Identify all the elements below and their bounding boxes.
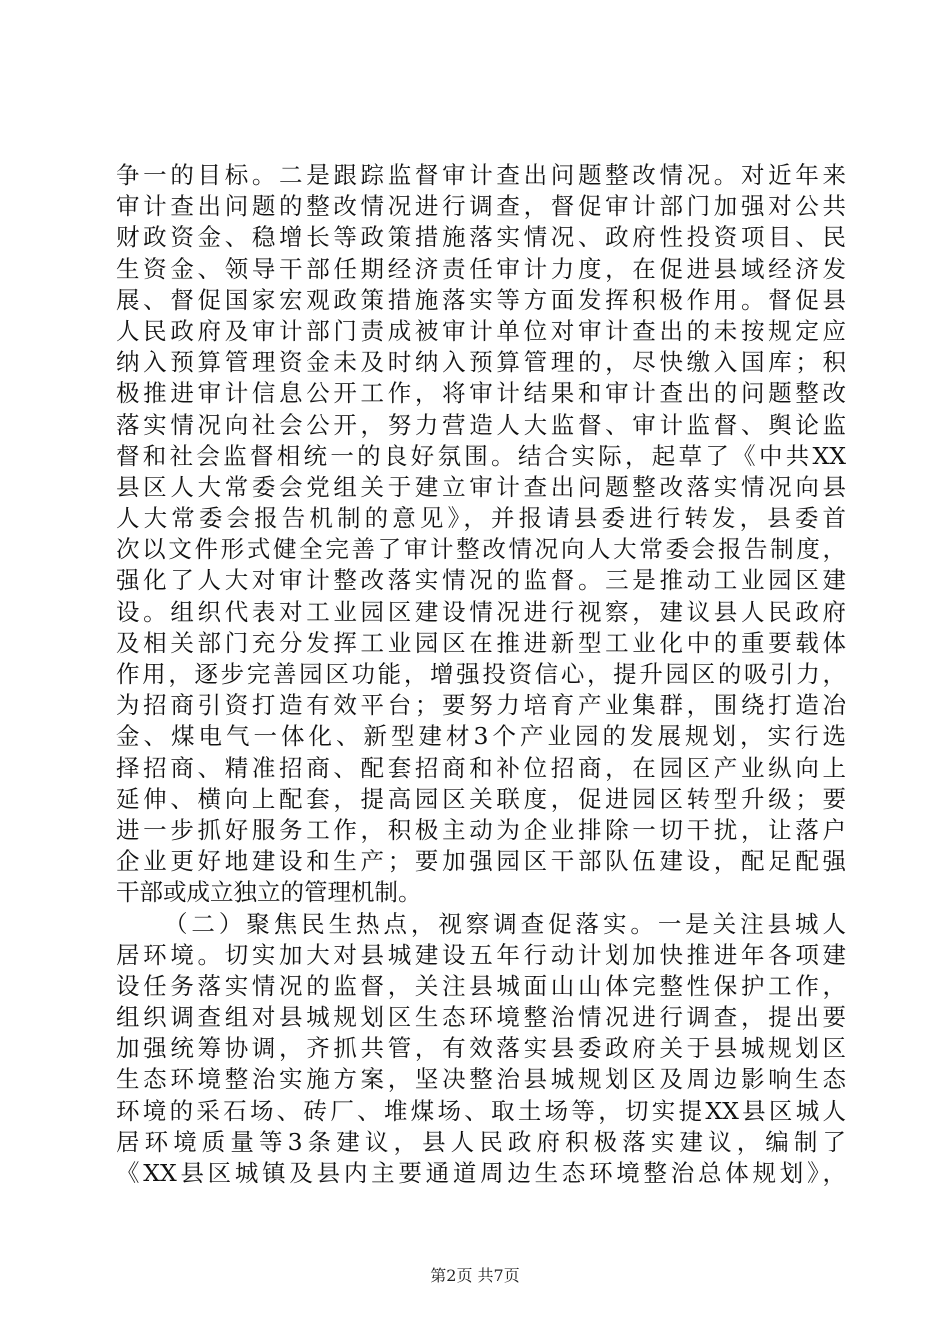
text-line: 督和社会监督相统一的良好氛围。结合实际，起草了《中共XX: [116, 441, 846, 470]
text-line: 进一步抓好服务工作，积极主动为企业排除一切干扰，让落户: [116, 815, 846, 844]
text-line: 居环境。切实加大对县城建设五年行动计划加快推进年各项建: [116, 940, 846, 969]
body-text: [116, 160, 846, 1189]
text-line: 延伸、横向上配套，提高园区关联度，促进园区转型升级；要: [116, 784, 846, 813]
page-footer: 第2页 共7页: [430, 1266, 520, 1285]
text-line: 人民政府及审计部门责成被审计单位对审计查出的未按规定应: [116, 316, 846, 345]
text-line: 干部或成立独立的管理机制。: [116, 878, 422, 907]
text-line: 及相关部门充分发挥工业园区在推进新型工业化中的重要载体: [116, 628, 846, 657]
text-line: 企业更好地建设和生产；要加强园区干部队伍建设，配足配强: [116, 847, 846, 876]
text-line: 财政资金、稳增长等政策措施落实情况、政府性投资项目、民: [116, 223, 846, 252]
text-line: 组织调查组对县城规划区生态环境整治情况进行调查，提出要: [116, 1003, 846, 1032]
text-line: 落实情况向社会公开，努力营造人大监督、审计监督、舆论监: [116, 410, 846, 439]
paragraph-1: [116, 160, 846, 909]
text-line: 人大常委会报告机制的意见》，并报请县委进行转发，县委首: [116, 504, 846, 533]
text-line: 设。组织代表对工业园区建设情况进行视察，建议县人民政府: [116, 597, 846, 626]
text-line: 择招商、精准招商、配套招商和补位招商，在园区产业纵向上: [116, 753, 846, 782]
text-line: 极推进审计信息公开工作，将审计结果和审计查出的问题整改: [116, 379, 846, 408]
text-line: （二）聚焦民生热点，视察调查促落实。一是关注县城人: [164, 909, 846, 938]
text-line: 作用，逐步完善园区功能，增强投资信心，提升园区的吸引力，: [116, 660, 846, 688]
text-line: 次以文件形式健全完善了审计整改情况向人大常委会报告制度，: [116, 535, 846, 564]
text-line: 纳入预算管理资金未及时纳入预算管理的，尽快缴入国库；积: [116, 348, 846, 377]
text-line: 县区人大常委会党组关于建立审计查出问题整改落实情况向县: [116, 472, 846, 501]
text-line: 强化了人大对审计整改落实情况的监督。三是推动工业园区建: [116, 566, 846, 595]
text-line: 为招商引资打造有效平台；要努力培育产业集群，围绕打造冶: [116, 691, 846, 720]
text-line: 金、煤电气一体化、新型建材3个产业园的发展规划，实行选: [116, 722, 846, 751]
text-line: 居环境质量等3条建议，县人民政府积极落实建议，编制了: [116, 1127, 846, 1156]
text-line: 生态环境整治实施方案，坚决整治县城规划区及周边影响生态: [116, 1065, 846, 1094]
text-line: 展、督促国家宏观政策措施落实等方面发挥积极作用。督促县: [116, 285, 846, 314]
text-line: 加强统筹协调，齐抓共管，有效落实县委政府关于县城规划区: [116, 1034, 846, 1063]
text-line: 《XX县区城镇及县内主要通道周边生态环境整治总体规划》，: [116, 1159, 846, 1187]
text-line: 设任务落实情况的监督，关注县城面山山体完整性保护工作，: [116, 971, 846, 1000]
text-line: 生资金、领导干部任期经济责任审计力度，在促进县域经济发: [116, 254, 846, 283]
text-line: 争一的目标。二是跟踪监督审计查出问题整改情况。对近年来: [116, 161, 846, 189]
text-line: 环境的采石场、砖厂、堆煤场、取土场等，切实提XX县区城人: [116, 1096, 846, 1125]
text-line: 审计查出问题的整改情况进行调查，督促审计部门加强对公共: [116, 192, 846, 221]
paragraph-2: [116, 909, 846, 1190]
